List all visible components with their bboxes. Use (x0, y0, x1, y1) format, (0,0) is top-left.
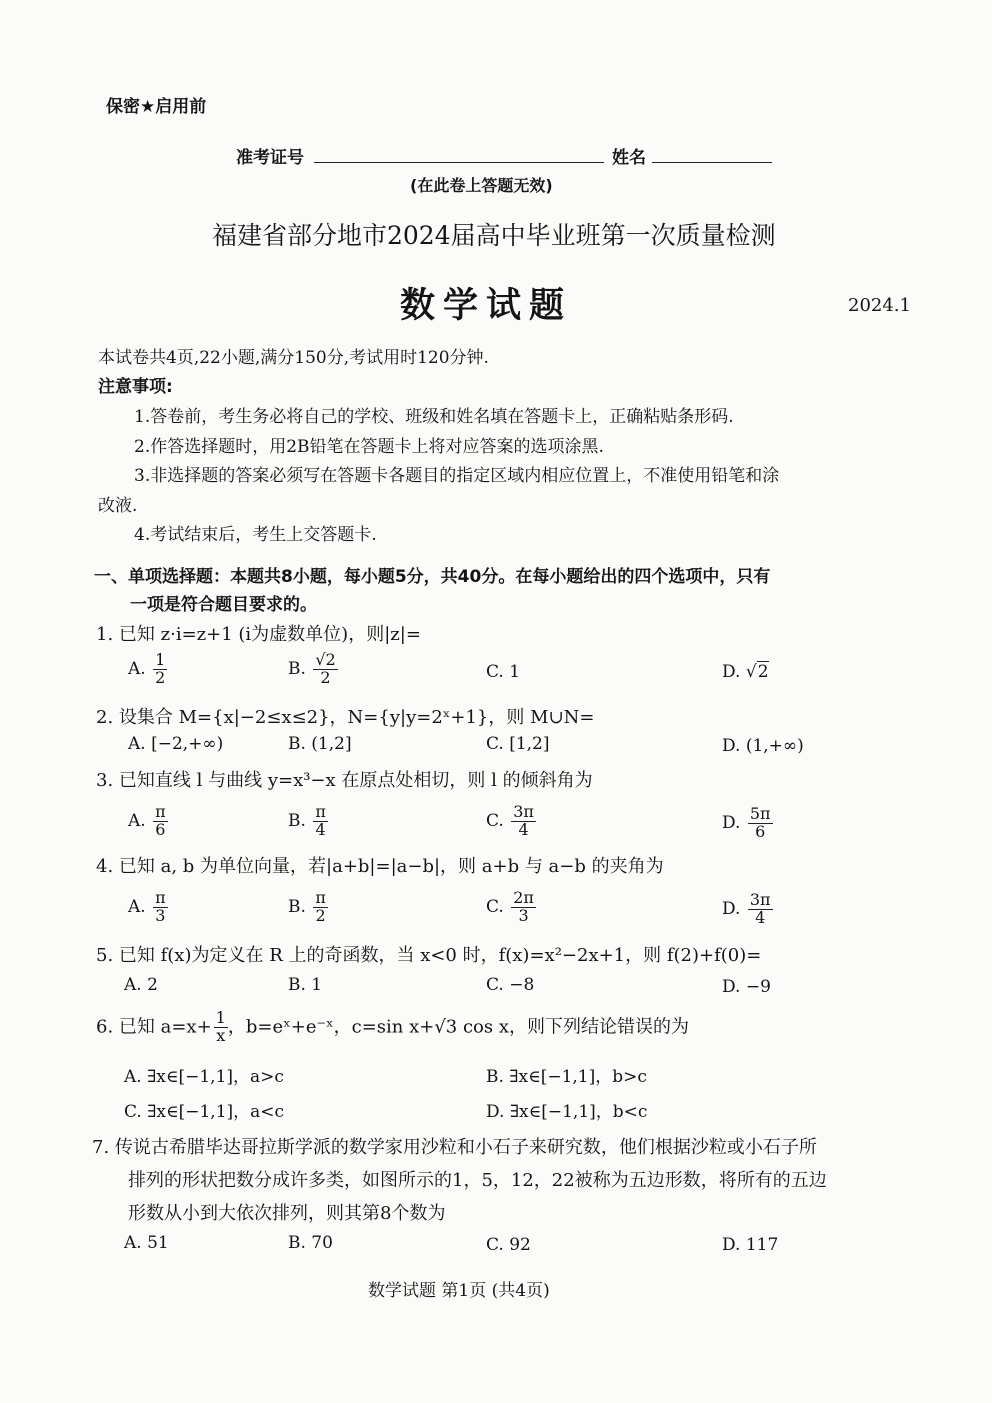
numerator: 1 (155, 650, 166, 669)
fraction (153, 652, 167, 687)
denominator: 3 (155, 905, 166, 925)
denominator: 2 (315, 905, 326, 925)
numerator: π (155, 888, 166, 907)
denominator: 4 (518, 819, 529, 839)
option-label: C. (486, 810, 504, 831)
question-1-option-c[interactable]: C. 1 (486, 662, 521, 682)
option-label: D. (722, 898, 741, 919)
fraction (214, 1010, 228, 1045)
question-1-option-b[interactable] (288, 652, 338, 687)
notice-heading: 注意事项: (98, 377, 173, 397)
question-6-option-b[interactable]: B. ∃x∈[−1,1]，b>c (486, 1067, 647, 1087)
page-footer: 数学试题 第1页 (共4页) (368, 1281, 550, 1301)
question-7-option-c[interactable]: C. 92 (486, 1235, 531, 1255)
denominator: 6 (155, 819, 166, 839)
question-5-option-d[interactable]: D. −9 (722, 977, 771, 997)
question-3-stem: 3. 已知直线 l 与曲线 y=x³−x 在原点处相切，则 l 的倾斜角为 (96, 770, 593, 791)
question-5-option-a[interactable]: A. 2 (124, 975, 158, 995)
notice-item: 4.考试结束后，考生上交答题卡. (134, 525, 377, 545)
notice-item: 1.答卷前，考生务必将自己的学校、班级和姓名填在答题卡上，正确粘贴条形码. (134, 407, 734, 427)
stem-text: 6. 已知 a=x+ (96, 1016, 212, 1038)
question-2-option-d[interactable]: D. (1,+∞) (722, 736, 804, 756)
notice-item: 2.作答选择题时，用2B铅笔在答题卡上将对应答案的选项涂黑. (134, 437, 604, 457)
question-3-option-d[interactable] (722, 806, 773, 841)
fraction (313, 890, 328, 925)
question-7-stem-line2: 排列的形状把数分成许多类，如图所示的1，5，12，22被称为五边形数，将所有的五边 (128, 1170, 827, 1191)
question-6-stem (96, 1010, 689, 1045)
numerator: 3π (749, 890, 771, 909)
subject-title: 数学试题 (400, 286, 573, 326)
fraction (748, 806, 773, 841)
question-4-option-c[interactable] (486, 890, 536, 925)
numerator: π (315, 802, 326, 821)
question-7-stem-line3: 形数从小到大依次排列，则其第8个数为 (128, 1203, 446, 1224)
name-label: 姓名 (612, 148, 646, 168)
question-6-option-c[interactable]: C. ∃x∈[−1,1]，a<c (124, 1102, 285, 1122)
stem-text: ，b=eˣ+e⁻ˣ，c=sin x+√3 cos x，则下列结论错误的为 (227, 1016, 689, 1038)
denominator: 2 (155, 667, 166, 687)
question-7-stem: 7. 传说古希腊毕达哥拉斯学派的数学家用沙粒和小石子来研究数，他们根据沙粒或小石子所 (92, 1137, 817, 1158)
question-2-option-b[interactable]: B. (1,2] (288, 734, 352, 754)
exam-date: 2024.1 (848, 295, 911, 316)
fraction (748, 892, 773, 927)
section-heading: 一、单项选择题：本题共8小题，每小题5分，共40分。在每小题给出的四个选项中，只有 (94, 567, 771, 587)
question-7-option-b[interactable]: B. 70 (288, 1233, 333, 1253)
fraction (313, 804, 328, 839)
intro-text: 本试卷共4页,22小题,满分150分,考试用时120分钟. (98, 348, 489, 368)
question-1-stem: 1. 已知 z·i=z+1 (i为虚数单位)，则|z|= (96, 624, 421, 645)
numerator: 1 (215, 1008, 226, 1027)
question-2-stem: 2. 设集合 M={x|−2≤x≤2}，N={y|y=2ˣ+1}，则 M∪N= (96, 707, 595, 728)
denominator: 3 (518, 905, 529, 925)
question-1-option-a[interactable] (128, 652, 167, 687)
sqrt-sign: √ (745, 662, 757, 682)
denominator: 4 (755, 907, 766, 927)
denominator: x (216, 1025, 226, 1045)
question-4-option-a[interactable] (128, 890, 168, 925)
numerator: 2π (513, 888, 534, 907)
question-7-option-a[interactable]: A. 51 (124, 1233, 169, 1253)
exam-title: 福建省部分地市2024届高中毕业班第一次质量检测 (212, 221, 776, 250)
option-label: A. (128, 810, 146, 831)
question-4-option-d[interactable] (722, 892, 773, 927)
numerator: π (315, 888, 326, 907)
confidential-mark: 保密★启用前 (106, 97, 207, 117)
question-2-option-a[interactable]: A. [−2,+∞) (128, 734, 224, 754)
numerator: 5π (749, 804, 771, 823)
question-3-option-c[interactable] (486, 804, 536, 839)
fraction (511, 890, 536, 925)
radicand: 2 (757, 662, 769, 682)
question-1-option-d[interactable] (722, 662, 769, 682)
option-label: B. (288, 658, 306, 679)
fraction (153, 890, 168, 925)
question-4-stem: 4. 已知 a, b 为单位向量，若|a+b|=|a−b|，则 a+b 与 a−b 的夹角为 (96, 856, 664, 877)
question-6-option-a[interactable]: A. ∃x∈[−1,1]，a>c (124, 1067, 284, 1087)
numerator: π (155, 802, 166, 821)
option-label: D. (722, 662, 741, 682)
option-label: A. (128, 658, 146, 679)
exam-id-field[interactable] (314, 144, 604, 163)
question-3-option-a[interactable] (128, 804, 168, 839)
section-heading-line2: 一项是符合题目要求的。 (130, 595, 317, 615)
denominator: 4 (315, 819, 326, 839)
exam-id-label: 准考证号 (236, 148, 304, 168)
question-3-option-b[interactable] (288, 804, 328, 839)
numerator: √2 (315, 650, 336, 669)
question-2-option-c[interactable]: C. [1,2] (486, 734, 550, 754)
question-4-option-b[interactable] (288, 890, 328, 925)
invalid-note: (在此卷上答题无效) (410, 176, 553, 195)
option-label: C. (486, 896, 504, 917)
name-field[interactable] (652, 144, 772, 163)
fraction (511, 804, 536, 839)
option-label: B. (288, 896, 306, 917)
notice-item-continued: 改液. (98, 496, 138, 516)
option-label: B. (288, 810, 306, 831)
option-label: A. (128, 896, 146, 917)
fraction (313, 652, 337, 687)
numerator: 3π (513, 802, 534, 821)
fraction (153, 804, 168, 839)
notice-item: 3.非选择题的答案必须写在答题卡各题目的指定区域内相应位置上，不准使用铅笔和涂 (134, 466, 780, 486)
question-5-option-c[interactable]: C. −8 (486, 975, 535, 995)
question-5-stem: 5. 已知 f(x)为定义在 R 上的奇函数，当 x<0 时，f(x)=x²−2x+1，则 f(2)+f(0)= (96, 945, 762, 966)
option-label: D. (722, 812, 741, 833)
question-7-option-d[interactable]: D. 117 (722, 1235, 779, 1255)
question-5-option-b[interactable]: B. 1 (288, 975, 323, 995)
denominator: 6 (755, 821, 766, 841)
denominator: 2 (320, 667, 331, 687)
question-6-option-d[interactable]: D. ∃x∈[−1,1]，b<c (486, 1102, 648, 1122)
